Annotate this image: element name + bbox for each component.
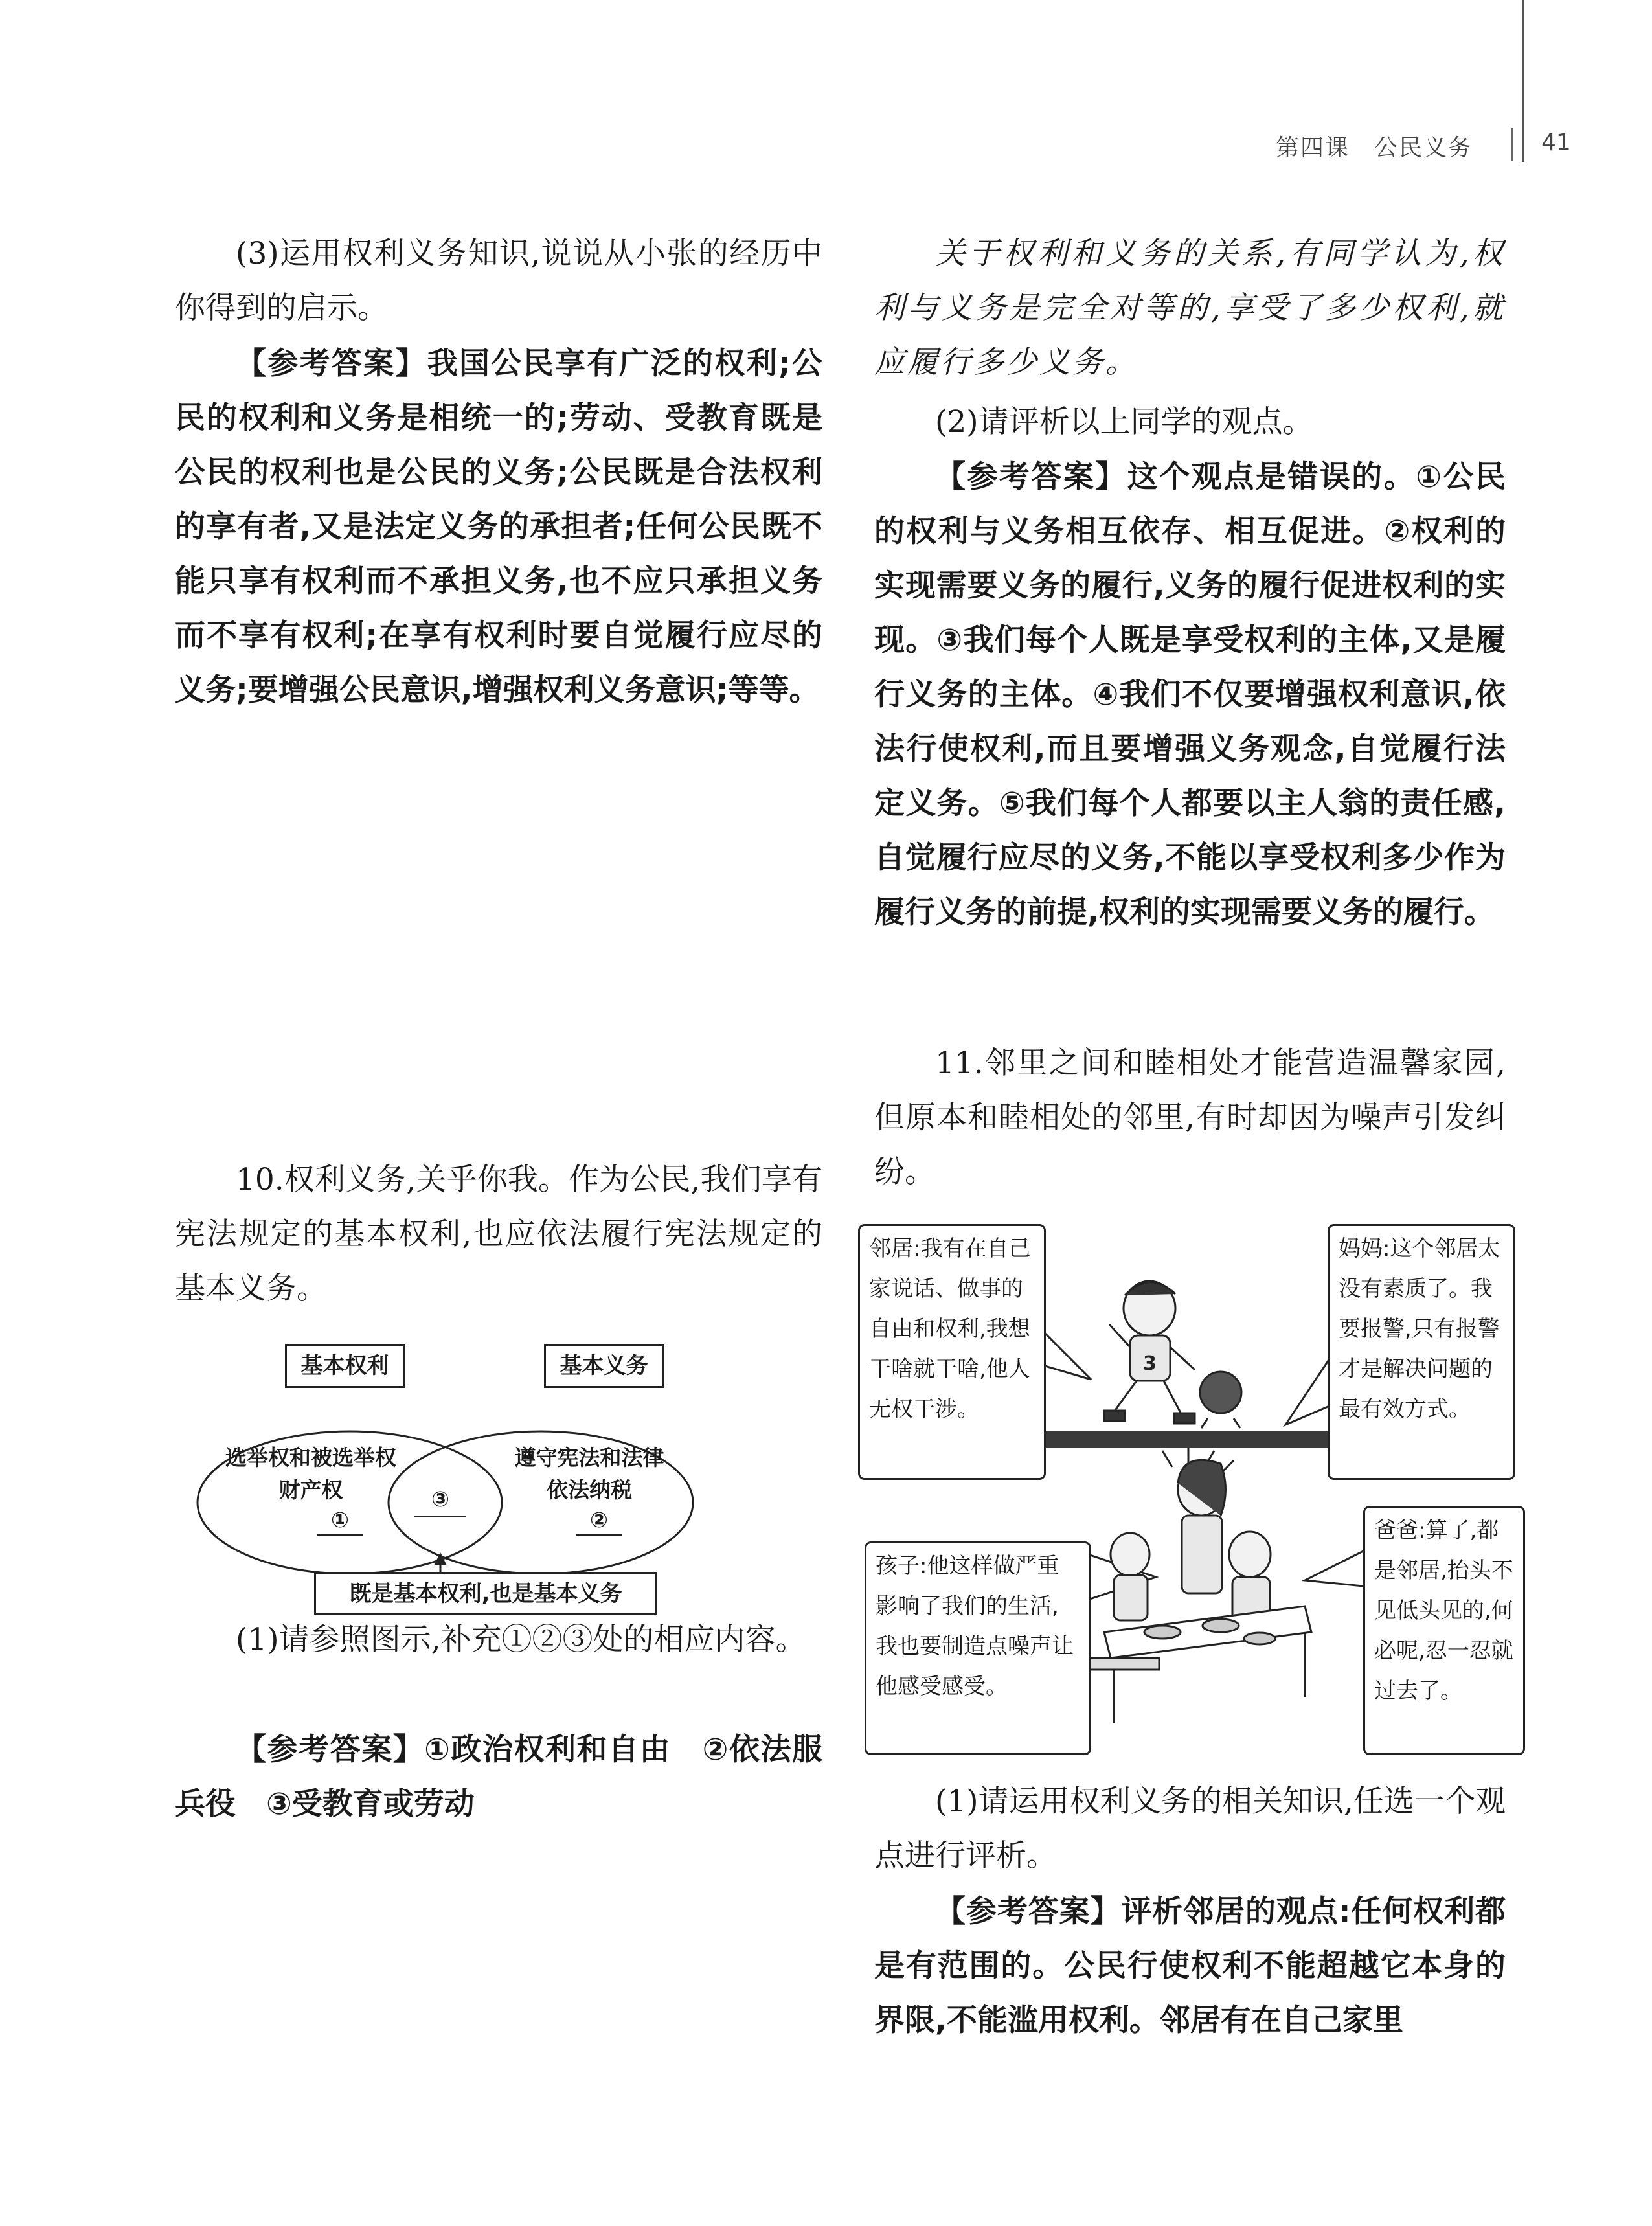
answer-10-text: ①政治权利和自由 ②依法服兵役 ③受教育或劳动 (175, 1732, 822, 1822)
both-rights-duties-box: 既是基本权利,也是基本义务 (314, 1572, 657, 1615)
question-3: (3)运用权利义务知识,说说从小张的经历中你得到的启示。 (175, 236, 822, 326)
question-2: (2)请评析以上同学的观点。 (935, 404, 1313, 440)
question-11: 11.邻里之间和睦相处才能营造温馨家园,但原本和睦相处的邻里,有时却因为噪声引发纠纷。 (874, 1045, 1506, 1190)
student-view-quote: 关于权利和义务的关系,有同学认为,权利与义务是完全对等的,享受了多少权利,就应履行多少义务。 (874, 236, 1506, 380)
neighbor-speech-bubble: 邻居:我有在自己家说话、做事的自由和权利,我想干啥就干啥,他人无权干涉。 (858, 1224, 1046, 1480)
answer-11-text: 评析邻居的观点:任何权利都是有范围的。公民行使权利不能超越它本身的界限,不能滥用权利。邻居有在自己家里 (874, 1894, 1506, 2038)
question-10-1: (1)请参照图示,补充①②③处的相应内容。 (236, 1622, 806, 1657)
basic-duties-box: 基本义务 (544, 1344, 664, 1388)
rights-item-1: 选举权和被选举权 (225, 1445, 396, 1470)
blank-3-marker: ③ (431, 1486, 449, 1512)
rights-item-2: 财产权 (278, 1477, 343, 1503)
header-separator (1511, 128, 1513, 161)
dad-bubble-tail (1305, 1548, 1370, 1587)
blank-2-marker: ② (590, 1507, 608, 1532)
answer-3-text: 我国公民享有广泛的权利;公民的权利和义务是相统一的;劳动、受教育既是公民的权利也是公民的义务;公民既是合法权利的享有者,又是法定义务的承担者;任何公民既不能只享有权利而不承担义务,也不应只承担义务而不享有权利;在享有权利时要自觉履行应尽的义务;要增强公民意识,增强权利义务意识;等等。 (175, 346, 822, 708)
header-vertical-rule (1522, 0, 1524, 162)
child-speech-bubble: 孩子:他这样做严重影响了我们的生活,我也要制造点噪声让他感受感受。 (865, 1541, 1091, 1755)
mom-bubble-tail (1285, 1357, 1331, 1425)
jersey-number: 3 (1143, 1352, 1157, 1375)
answer-3 (175, 337, 822, 718)
noise-dispute-cartoon (858, 1218, 1525, 1755)
duties-item-2: 依法纳税 (547, 1477, 632, 1503)
answer-label: 【参考答案】 (935, 459, 1127, 495)
page-number: 41 (1541, 130, 1571, 156)
answer-label: 【参考答案】 (236, 346, 427, 381)
question-10: 10.权利义务,关乎你我。作为公民,我们享有宪法规定的基本权利,也应依法履行宪法规定的基本义务。 (175, 1162, 822, 1306)
chapter-title: 第四课 公民义务 (1276, 135, 1473, 161)
question-11-1: (1)请运用权利义务的相关知识,任选一个观点进行评析。 (874, 1784, 1506, 1874)
floor-slab (1043, 1431, 1331, 1448)
mom-speech-bubble: 妈妈:这个邻居太没有素质了。我要报警,只有报警才是解决问题的最有效方式。 (1328, 1224, 1515, 1480)
answer-2-text: 这个观点是错误的。①公民的权利与义务相互依存、相互促进。②权利的实现需要义务的履行,义务的履行促进权利的实现。③我们每个人既是享受权利的主体,又是履行义务的主体。④我们不仅要增强权利意识,依法行使权利,而且要增强义务观念,自觉履行法定义务。⑤我们每个人都要以主人翁的责任感,自觉履行应尽的义务,不能以享受权利多少作为履行义务的前提,权利的实现需要义务的履行。 (874, 459, 1506, 930)
answer-label: 【参考答案】 (935, 1894, 1122, 1929)
basic-rights-box: 基本权利 (285, 1344, 405, 1388)
answer-2 (874, 450, 1506, 940)
rights-duties-venn-diagram (188, 1344, 809, 1616)
duties-item-1: 遵守宪法和法律 (514, 1445, 664, 1470)
answer-11 (874, 1885, 1506, 2048)
dad-speech-bubble: 爸爸:算了,都是邻居,抬头不见低头见的,何必呢,忍一忍就过去了。 (1363, 1506, 1525, 1755)
blank-1-marker: ① (331, 1507, 349, 1532)
boy-figure (1104, 1281, 1241, 1428)
answer-10 (175, 1723, 822, 1832)
answer-label: 【参考答案】 (236, 1732, 425, 1767)
